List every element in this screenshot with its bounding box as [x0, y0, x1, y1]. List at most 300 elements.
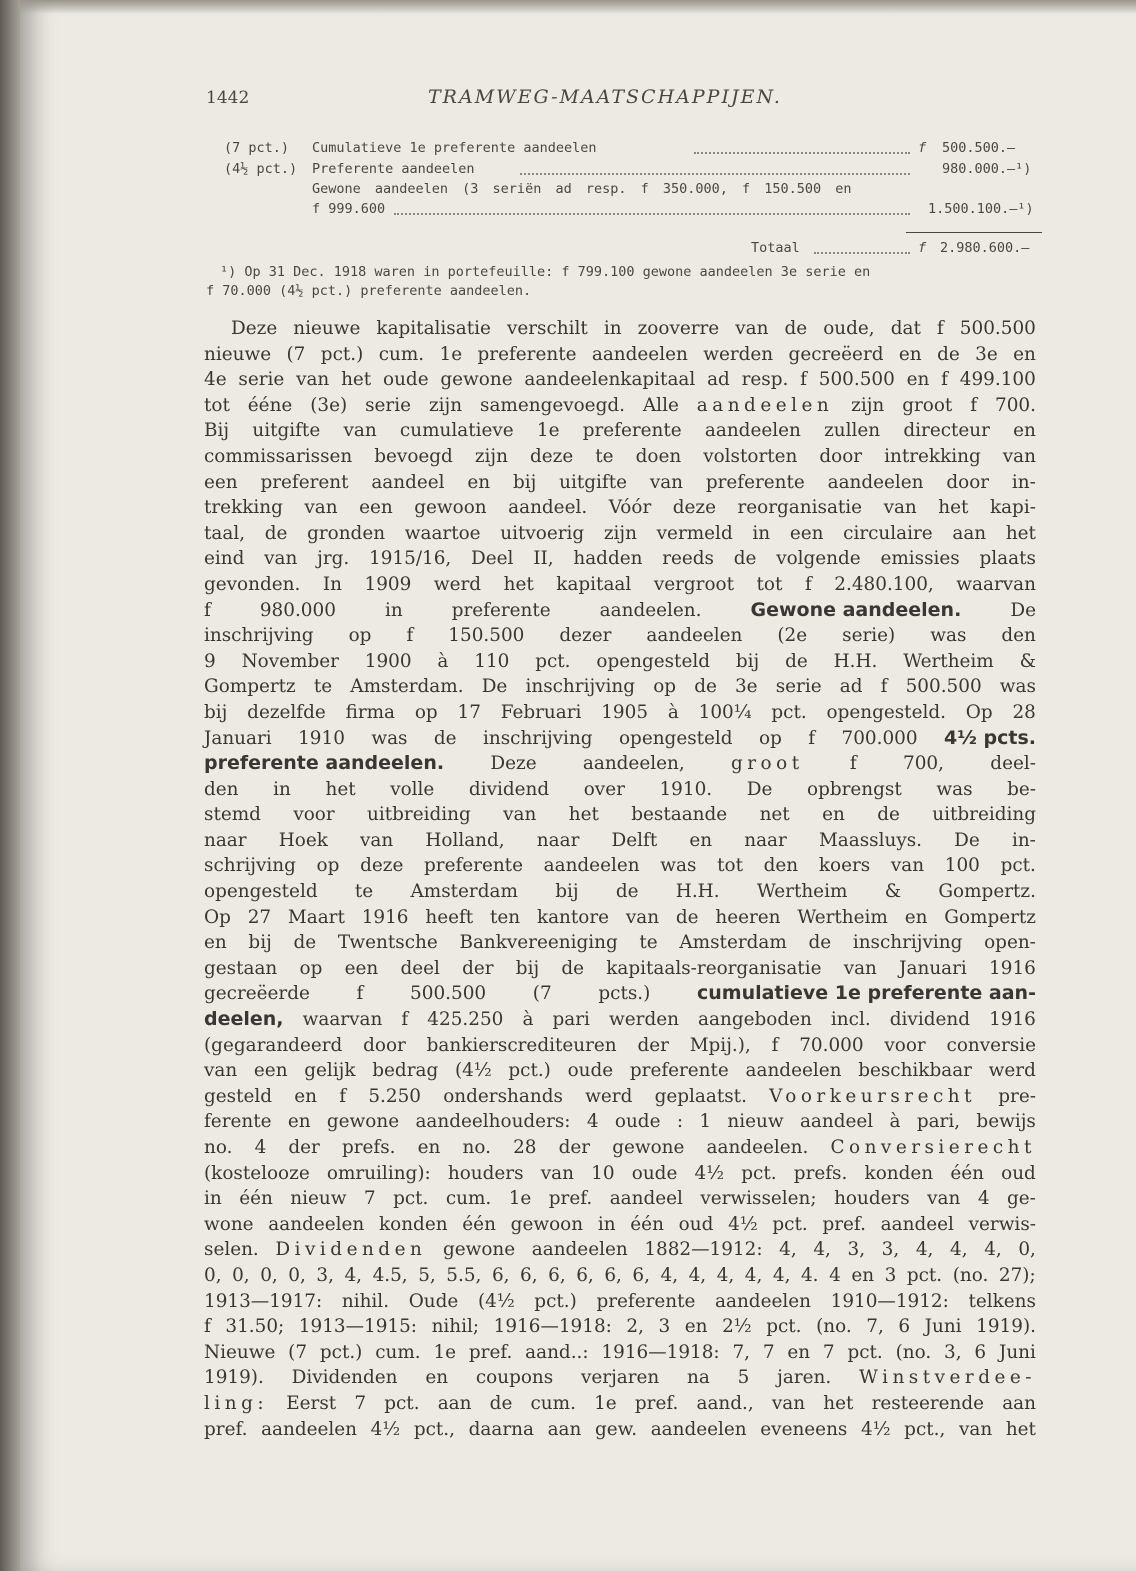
word: van: [204, 1060, 238, 1082]
word: 4½: [694, 1162, 725, 1184]
word: gestaan: [204, 957, 278, 979]
word: was: [930, 625, 967, 647]
word: opengesteld: [618, 727, 733, 749]
word: en: [898, 343, 922, 365]
word: H.H.: [675, 881, 720, 903]
word: (3e): [310, 394, 348, 416]
word: :: [676, 1111, 684, 1133]
word: aandeelen: [650, 1418, 747, 1440]
word: bij: [515, 957, 540, 979]
word: omruiling):: [326, 1162, 431, 1184]
word: Januari: [899, 957, 967, 979]
word: pct.): [508, 1060, 551, 1082]
word: deze: [360, 855, 404, 877]
word: Dividenden: [291, 1367, 398, 1389]
word: 3: [884, 1264, 897, 1286]
word: 1882—1912:: [644, 1239, 763, 1261]
capital-pct: (7 pct.): [224, 140, 290, 156]
word: no.: [204, 1137, 233, 1158]
word: 2,: [626, 1316, 644, 1338]
text-line: [204, 751, 1036, 777]
word: 4: [977, 1188, 990, 1210]
word: 1910: [298, 727, 345, 749]
word: Wertheim: [797, 906, 888, 928]
word: zijn: [851, 394, 885, 416]
word: pct.: [847, 1341, 883, 1363]
word: het: [325, 778, 356, 800]
word: den: [1001, 625, 1036, 647]
word: van: [958, 1418, 993, 1440]
word: 425.250: [427, 1009, 504, 1031]
word: serie: [365, 394, 411, 416]
word: het: [938, 497, 969, 519]
word: 100¼: [698, 701, 752, 723]
page-number: 1442: [206, 88, 250, 108]
word: een: [253, 1060, 288, 1082]
word: een: [789, 522, 824, 544]
word: plaats: [979, 548, 1036, 570]
word: de: [264, 522, 288, 544]
word: te: [639, 932, 658, 954]
word: groot: [902, 394, 953, 416]
word: de: [675, 906, 699, 928]
word: 1919).: [976, 1316, 1036, 1338]
word: uitbreiding: [367, 804, 471, 826]
word: opengesteld: [204, 881, 318, 903]
word: 4: [254, 1137, 267, 1158]
word: zooverre: [637, 318, 720, 339]
word: aandeelen: [745, 1060, 842, 1082]
text-line: [204, 1212, 1036, 1238]
word: koers: [818, 855, 871, 877]
word: van: [360, 829, 394, 851]
word: pct.: [393, 1188, 429, 1210]
total-currency: f: [918, 240, 927, 256]
word: 3,: [944, 1341, 962, 1363]
word: serie: [775, 676, 822, 698]
word: een: [344, 957, 379, 979]
word: De: [954, 829, 980, 851]
word: prefs.: [341, 1137, 396, 1158]
word: (7: [286, 343, 306, 365]
text-line: [204, 649, 1036, 675]
word: samengevoegd.: [480, 394, 625, 416]
text-line: [204, 1186, 1036, 1212]
word: Gompertz.: [938, 881, 1036, 903]
word: aandeel: [371, 471, 445, 493]
word: ééne: [247, 394, 293, 416]
word: was: [936, 778, 973, 800]
word: de: [489, 1392, 513, 1414]
word: 4.5,: [372, 1264, 408, 1286]
word: in: [603, 318, 622, 339]
word: vergroot: [653, 573, 734, 595]
word: deel-: [990, 753, 1036, 775]
word: 27: [247, 906, 272, 928]
word: &: [1019, 650, 1036, 672]
word: op: [299, 957, 323, 979]
word: bij: [555, 881, 579, 903]
word: 6,: [491, 1264, 510, 1286]
word: inschrijving: [852, 932, 963, 954]
word: op: [316, 855, 340, 877]
word: 500.500: [905, 676, 982, 698]
word: 980.000: [259, 599, 336, 621]
word: deze: [672, 497, 716, 519]
word: de: [937, 343, 960, 365]
word: oude: [614, 1111, 661, 1133]
word: 31.50;: [225, 1316, 285, 1338]
word: kapitaals-reorganisatie: [606, 957, 822, 979]
footnote-line: f 70.000 (4½ pct.) preferente aandeelen.: [206, 283, 532, 299]
word: bij: [248, 932, 272, 954]
word: aandeelen: [646, 625, 743, 647]
bold-heading: preferente aandeelen.: [204, 752, 445, 775]
word: bij: [735, 650, 760, 672]
word: 1e: [536, 420, 560, 442]
running-title: TRAMWEG-MAATSCHAPPIJEN.: [428, 86, 782, 108]
word: de: [877, 804, 900, 826]
word: en: [287, 1111, 311, 1133]
word: circulaire: [843, 522, 933, 544]
text-line: [204, 1289, 1036, 1315]
text-line: [204, 623, 1036, 649]
word: nieuw: [290, 1188, 347, 1210]
word: van: [503, 804, 537, 826]
word: zijn: [428, 394, 463, 416]
word: Mpij.),: [689, 1034, 751, 1056]
word: Op: [204, 906, 231, 928]
word: f: [339, 1085, 347, 1107]
word: aand.,: [696, 1392, 754, 1414]
word: daarna: [468, 1418, 534, 1440]
word: 1916: [361, 906, 409, 928]
word: uitbreiding: [932, 804, 1036, 826]
word: pref.: [468, 1341, 513, 1363]
word: gelijk: [304, 1060, 356, 1082]
word: preferente: [451, 599, 551, 621]
word: heeren: [715, 906, 781, 928]
word: preferente: [477, 343, 577, 365]
word: in: [273, 778, 291, 800]
word: aandeel.: [508, 497, 588, 519]
text-line: [204, 1161, 1036, 1187]
word: volstorten: [703, 445, 798, 467]
word: aandeelen: [704, 420, 801, 442]
word: II,: [533, 548, 554, 570]
word: der: [637, 1034, 669, 1056]
word: pref.: [634, 1392, 679, 1414]
word: oud: [678, 1213, 714, 1235]
word: Wertheim: [756, 881, 848, 903]
word: houders: [834, 1188, 910, 1210]
word: inschrijving: [525, 676, 636, 698]
word: f: [204, 1316, 211, 1338]
word: was: [660, 855, 697, 877]
word: te: [313, 676, 333, 698]
word: f: [849, 753, 857, 775]
word: (no.: [816, 1316, 852, 1338]
word: verschilt: [506, 318, 588, 339]
word: 1913—1915:: [298, 1316, 417, 1338]
word: De: [481, 676, 508, 698]
word: zullen: [824, 420, 881, 442]
word: 110: [474, 650, 510, 672]
text-line: [204, 1033, 1036, 1059]
word: f: [941, 369, 948, 391]
word: van: [649, 471, 684, 493]
word: 6,: [520, 1264, 538, 1286]
text-line: [204, 1058, 1036, 1084]
word: 7: [762, 1341, 775, 1363]
word: het: [503, 573, 534, 595]
word: f: [880, 676, 888, 698]
word: (2e: [777, 625, 808, 647]
word: stemd: [204, 804, 261, 826]
word: eveneens: [760, 1418, 848, 1440]
word: de: [694, 676, 717, 698]
word: zijn: [603, 522, 637, 544]
word: 700.: [995, 394, 1036, 416]
word: Hoek: [278, 829, 328, 851]
word: en: [822, 804, 845, 826]
word: 5.5,: [446, 1264, 482, 1286]
word: 28: [513, 1137, 537, 1158]
word: 3e: [975, 343, 998, 365]
word: 7,: [732, 1341, 750, 1363]
word: 2½: [722, 1316, 752, 1338]
word: Op: [965, 701, 993, 723]
word: Holland,: [425, 829, 505, 851]
footnote-marker: ¹): [1015, 161, 1032, 177]
word: 4,: [744, 1264, 763, 1286]
word: incl.: [830, 1009, 871, 1031]
text-line: [204, 316, 1036, 342]
spaced-emphasis: ling:: [204, 1392, 269, 1414]
word: was: [999, 676, 1036, 698]
word: van: [343, 420, 377, 442]
word: pct.,: [904, 1418, 946, 1440]
word: 7: [363, 1188, 376, 1210]
word: op: [653, 676, 677, 698]
word: het: [1005, 522, 1036, 544]
word: pre-: [998, 1085, 1036, 1107]
word: door: [363, 1034, 406, 1056]
word: en: [787, 1341, 811, 1363]
word: en: [204, 932, 227, 954]
bold-heading: 4½ pcts.: [944, 726, 1036, 749]
word: 7,: [866, 1316, 884, 1338]
word: te: [595, 445, 614, 467]
word: bestaande: [631, 804, 728, 826]
word: gecreëerd: [788, 343, 884, 365]
capital-row: [206, 201, 1036, 219]
word: 0,: [1018, 1239, 1036, 1261]
capital-amount: [928, 201, 1034, 217]
word: pref.: [548, 1188, 593, 1210]
word: van: [540, 1162, 574, 1184]
text-line: [204, 342, 1036, 368]
word: de: [433, 727, 457, 749]
word: één: [630, 1213, 664, 1235]
body-text: [204, 316, 1036, 1442]
word: naar: [744, 829, 787, 851]
word: pct.: [535, 650, 571, 672]
word: in: [384, 599, 403, 621]
word: à: [889, 1111, 901, 1133]
word: aandeelen: [591, 343, 688, 365]
word: opengesteld: [596, 650, 710, 672]
word: 3,: [847, 1239, 866, 1261]
word: aandeelen.: [599, 599, 702, 621]
word: bij: [204, 701, 228, 723]
word: in: [752, 522, 771, 544]
word: 4,: [813, 1239, 831, 1261]
word: 0,: [204, 1264, 222, 1286]
capital-description: Cumulatieve 1e preferente aandeelen: [312, 140, 597, 156]
word: f: [808, 727, 816, 749]
word: emissies: [880, 548, 960, 570]
word: firma: [345, 701, 396, 723]
word: f: [401, 1009, 409, 1031]
word: één: [950, 1162, 984, 1184]
word: en: [1013, 343, 1036, 365]
word: gewoon: [510, 1213, 584, 1235]
spaced-emphasis: Conversierecht: [830, 1137, 1036, 1158]
word: voor: [884, 1034, 926, 1056]
word: &: [884, 881, 902, 903]
word: 5: [737, 1367, 750, 1389]
word: de: [784, 318, 808, 339]
word: (4½: [477, 1290, 515, 1312]
word: November: [241, 650, 339, 672]
word: net: [759, 804, 790, 826]
word: 1910—1912:: [830, 1290, 949, 1312]
word: pct.: [771, 701, 807, 723]
word: pct.: [741, 1162, 777, 1184]
footnote-marker: ¹): [1017, 201, 1034, 217]
word: aandeelen: [268, 1213, 365, 1235]
word: en: [689, 829, 713, 851]
word: pct.: [772, 1213, 808, 1235]
capital-currency: f: [918, 140, 927, 156]
text-line: [204, 726, 1036, 752]
word: 1905: [601, 701, 649, 723]
word: intrekking: [884, 445, 981, 467]
word: 1e: [594, 1392, 617, 1414]
word: en: [1013, 420, 1036, 442]
word: der: [288, 1137, 320, 1158]
word: van: [625, 906, 660, 928]
word: (kostelooze: [204, 1162, 310, 1184]
text-line: [204, 905, 1036, 931]
word: geplaatst.: [654, 1085, 747, 1107]
word: reeds: [662, 548, 714, 570]
word: Vóór: [608, 497, 652, 519]
word: f: [970, 394, 978, 416]
word: resp.: [741, 369, 789, 391]
word: 6,: [604, 1264, 622, 1286]
word: 5.250: [368, 1085, 421, 1107]
word: (7: [532, 983, 552, 1005]
word: werd: [585, 1085, 633, 1107]
capital-amount: [942, 161, 1038, 177]
word: pct.): [534, 1290, 577, 1312]
word: van: [735, 318, 769, 339]
word: kantore: [536, 906, 610, 928]
word: à: [667, 701, 679, 723]
word: 4,: [344, 1264, 363, 1286]
word: voor: [293, 804, 335, 826]
word: gewone: [612, 1137, 685, 1158]
word: 6,: [632, 1264, 650, 1286]
word: oude,: [823, 318, 875, 339]
word: op: [759, 727, 782, 749]
spaced-emphasis: aandeelen: [696, 394, 834, 416]
word: waartoe: [404, 522, 481, 544]
word: 4,: [660, 1264, 679, 1286]
word: selen.: [204, 1239, 259, 1261]
word: na: [687, 1367, 710, 1389]
word: 4½: [370, 1418, 401, 1440]
word: 0,: [260, 1264, 278, 1286]
text-line: [204, 1391, 1036, 1417]
word: 1916—1918:: [601, 1341, 720, 1363]
word: volgende: [776, 548, 861, 570]
word: serie: [238, 369, 285, 391]
capital-row: [206, 161, 1036, 179]
word: (gegarandeerd: [204, 1034, 343, 1056]
word: en: [906, 369, 930, 391]
word: 6: [898, 1316, 911, 1338]
total-row: [206, 240, 1036, 258]
word: taal,: [204, 522, 246, 544]
footnote-line: ¹) Op 31 Dec. 1918 waren in portefeuille: f 799.100 gewone aandeelen 3e serie en: [220, 264, 871, 280]
word: bevoegd: [374, 445, 453, 467]
bold-heading: Gewone aandeelen.: [750, 598, 962, 621]
word: 500.500: [410, 983, 487, 1005]
word: zijn: [474, 445, 508, 467]
word: jrg.: [317, 548, 350, 570]
word: nieuwe: [204, 343, 272, 365]
word: 499.100: [959, 369, 1036, 391]
word: gevonden.: [204, 573, 301, 595]
word: oud: [1001, 1162, 1036, 1184]
word: van: [771, 1392, 806, 1414]
word: coupons: [475, 1367, 554, 1389]
text-line: [204, 393, 1036, 419]
word: 4e: [204, 369, 227, 391]
word: 4,: [772, 1264, 791, 1286]
bold-heading: deelen,: [204, 1008, 284, 1031]
word: aangeboden: [698, 1009, 812, 1031]
word: pref.: [822, 1213, 866, 1235]
word: cum.: [530, 1392, 576, 1414]
word: pct.: [906, 1264, 943, 1286]
word: aan: [547, 1418, 582, 1440]
text-line: [204, 879, 1036, 905]
word: Deel: [471, 548, 514, 570]
word: verwisselen;: [700, 1188, 817, 1210]
text-line: [204, 495, 1036, 521]
word: pct.: [766, 1316, 802, 1338]
word: Nieuwe: [204, 1341, 276, 1363]
word: de: [785, 650, 808, 672]
word: 3,: [881, 1239, 900, 1261]
word: 6,: [548, 1264, 566, 1286]
word: 4,: [950, 1239, 968, 1261]
word: der: [558, 1137, 591, 1158]
